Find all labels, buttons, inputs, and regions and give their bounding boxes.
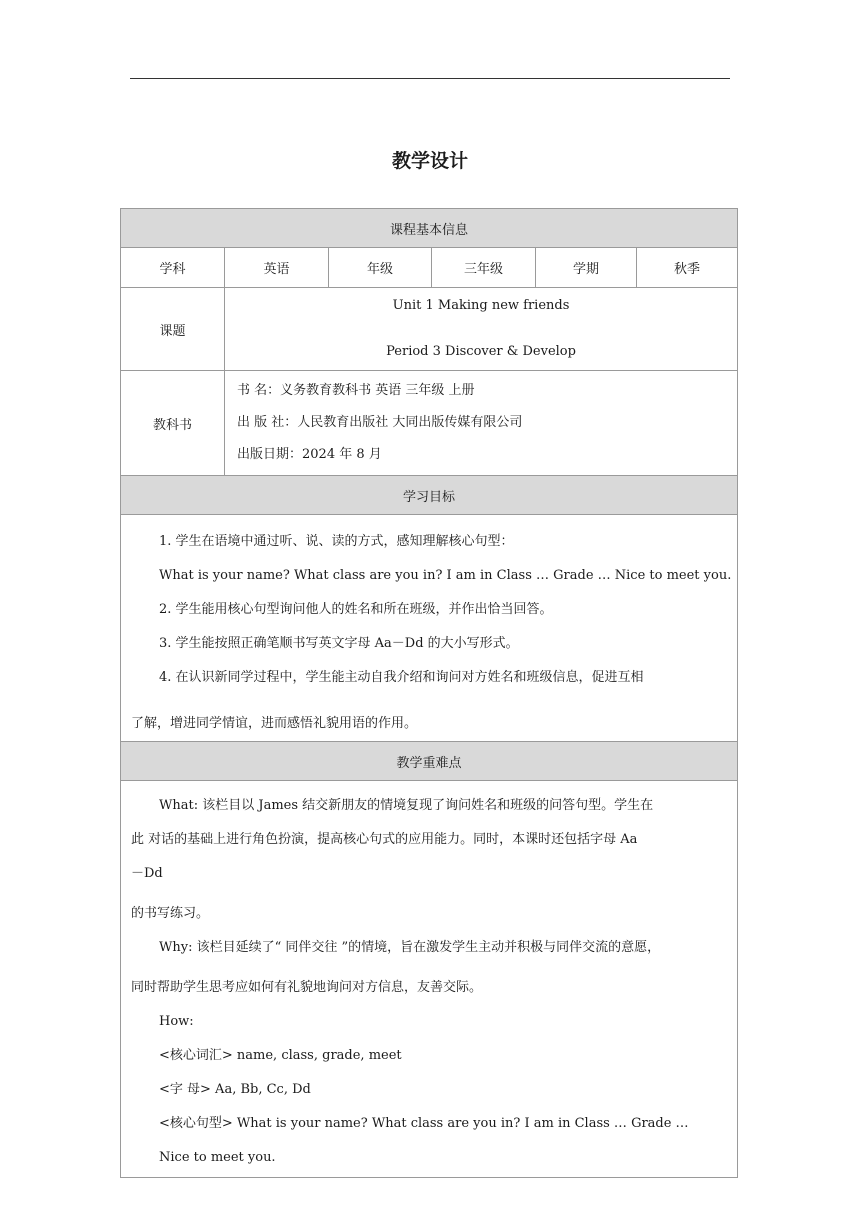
subject-label: 学科 [121, 248, 225, 288]
topic-cell [225, 288, 738, 371]
objectives-header: 学习目标 [121, 476, 738, 515]
header-rule [130, 78, 730, 79]
objectives-cell [121, 515, 738, 742]
textbook-line-3: 出版日期：2024 年 8 月 [237, 447, 382, 462]
key-point-line: 同时帮助学生思考应如何有礼貌地询问对方信息，友善交际。 [131, 980, 483, 995]
textbook-label: 教科书 [121, 371, 225, 476]
textbook-line-2: 出 版 社：人民教育出版社 大同出版传媒有限公司 [237, 415, 523, 430]
lesson-design-table [120, 208, 738, 1178]
key-point-line: What: 该栏目以 James 结交新朋友的情境复现了询问姓名和班级的问答句型。学生在 [159, 798, 654, 813]
term-value: 秋季 [637, 248, 738, 288]
key-point-line: 的书写练习。 [131, 906, 210, 921]
term-label: 学期 [536, 248, 637, 288]
objective-item: 3. 学生能按照正确笔顺书写英文字母 Aa－Dd 的大小写形式。 [159, 636, 519, 651]
topic-line-2: Period 3 Discover & Develop [386, 344, 576, 359]
key-point-line: How: [159, 1014, 194, 1029]
textbook-line-1: 书 名：义务教育教科书 英语 三年级 上册 [237, 383, 475, 398]
key-point-line: －Dd [131, 866, 163, 881]
key-point-line: 此 对话的基础上进行角色扮演，提高核心句式的应用能力。同时，本课时还包括字母 Aa [131, 832, 638, 847]
subject-value: 英语 [225, 248, 329, 288]
key-point-line: Nice to meet you. [159, 1150, 276, 1165]
objective-item: 1. 学生在语境中通过听、说、读的方式，感知理解核心句型： [159, 534, 514, 549]
objective-item: What is your name? What class are you in? I am in Class … Grade … Nice to meet you. [159, 568, 732, 583]
objective-item: 2. 学生能用核心句型询问他人的姓名和所在班级，并作出恰当回答。 [159, 602, 553, 617]
key-point-line: <核心词汇> name, class, grade, meet [159, 1048, 402, 1063]
objective-item: 4. 在认识新同学过程中，学生能主动自我介绍和询问对方姓名和班级信息，促进互相 [159, 670, 644, 685]
key-point-line: Why: 该栏目延续了“ 同伴交往 ”的情境，旨在激发学生主动并积极与同伴交流的意愿， [159, 940, 661, 955]
document-title: 教学设计 [391, 150, 468, 172]
basic-info-header: 课程基本信息 [121, 209, 738, 248]
key-points-header: 教学重难点 [121, 742, 738, 781]
topic-label: 课题 [121, 288, 225, 371]
grade-value: 三年级 [432, 248, 536, 288]
key-points-cell [121, 781, 738, 1178]
key-point-line: <字 母> Aa, Bb, Cc, Dd [159, 1082, 311, 1097]
topic-line-1: Unit 1 Making new friends [392, 298, 570, 313]
grade-label: 年级 [329, 248, 432, 288]
key-point-line: <核心句型> What is your name? What class are you in? I am in Class … Grade … [159, 1116, 689, 1131]
objective-item: 了解，增进同学情谊，进而感悟礼貌用语的作用。 [131, 716, 418, 731]
textbook-cell [225, 371, 738, 476]
